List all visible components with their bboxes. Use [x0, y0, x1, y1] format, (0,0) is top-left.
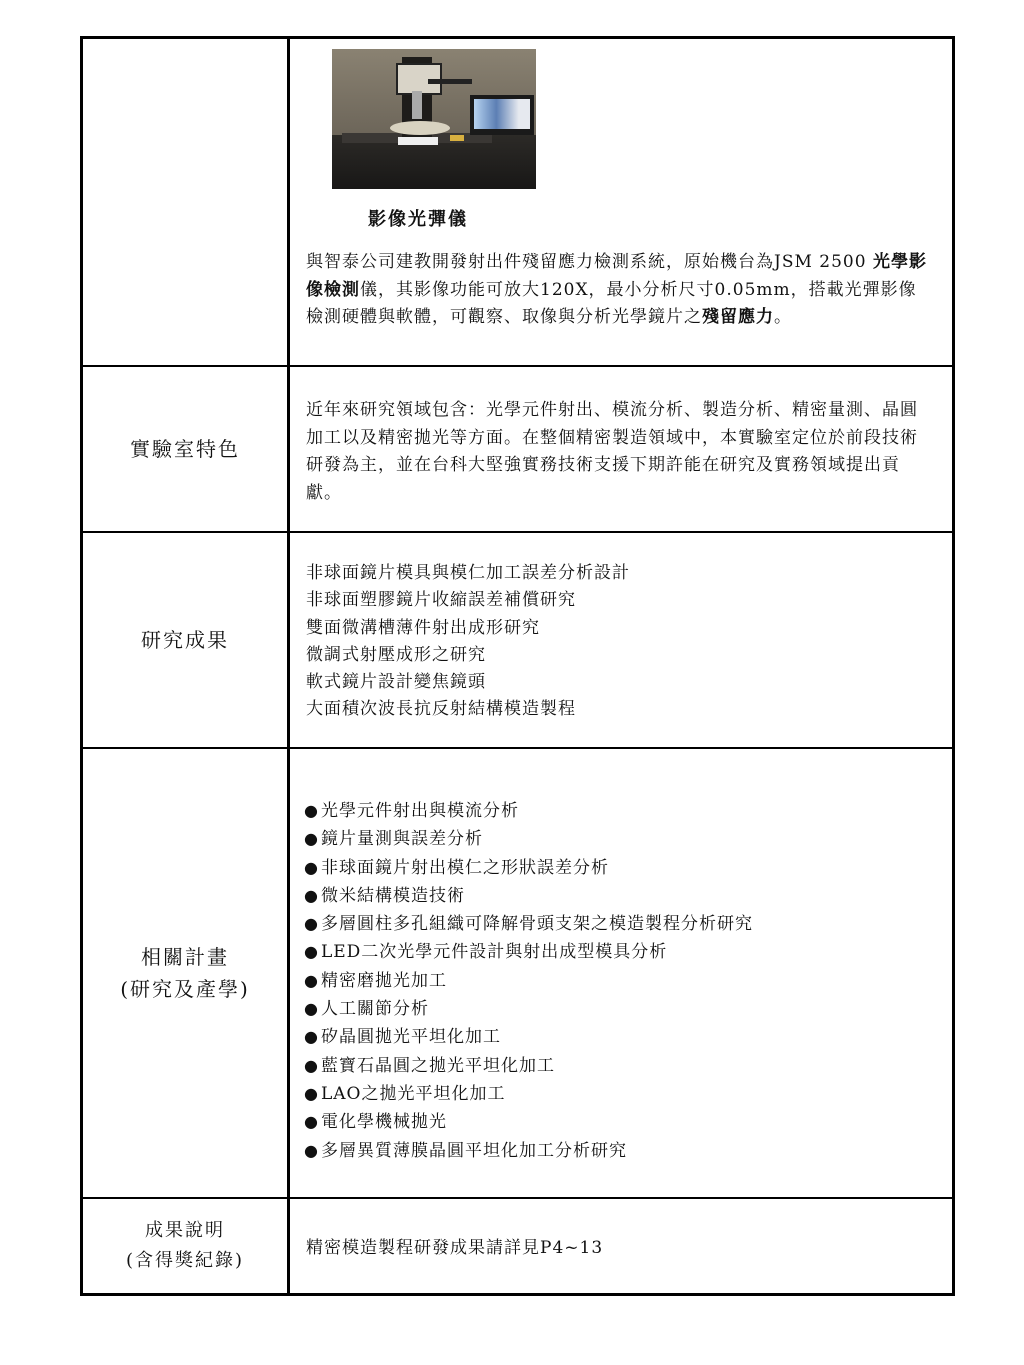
lab-features-label: 實驗室特色 — [83, 367, 290, 531]
list-item: ● 電化學機械拋光 — [304, 1108, 934, 1136]
lab-features-cell — [290, 367, 952, 531]
equipment-caption: 影像光彈儀 — [368, 209, 468, 230]
list-item: 非球面鏡片模具與模仁加工誤差分析設計 — [306, 563, 630, 583]
research-results-list — [306, 560, 934, 724]
list-item: ● 光學元件射出與模流分析 — [304, 797, 934, 825]
related-projects-label-line1: 相關計畫 — [140, 945, 229, 969]
list-item: ● 人工關節分析 — [304, 995, 934, 1023]
list-item: ● 鏡片量測與誤差分析 — [304, 825, 934, 853]
list-item: 雙面微溝槽薄件射出成形研究 — [306, 617, 540, 638]
achievements-text: 精密模造製程研發成果請詳見P4~13 — [306, 1238, 604, 1258]
lab-features-text: 近年來研究領域包含：光學元件射出、模流分析、製造分析、精密量測、晶圓加工以及精密拋光等方面。在整個精密製造領域中，本實驗室定位於前段技術研發為主，並在台科大堅強實務技術支援下期許能在研究及實務領域提出貢獻。 — [306, 400, 918, 503]
list-item: 軟式鏡片設計變焦鏡頭 — [306, 672, 486, 693]
related-projects-cell — [290, 749, 952, 1197]
equipment-description: 與智泰公司建教開發射出件殘留應力檢測系統，原始機台為JSM 2500 光學影像檢測儀，其影像功能可放大120X，最小分析尺寸0.05mm，搭載光彈影像檢測硬體與軟體，可觀察、取像與分析光學鏡片之殘留應力。 — [306, 252, 927, 327]
list-item: ● 多層圓柱多孔組織可降解骨頭支架之模造製程分析研究 — [304, 910, 934, 938]
related-projects-label — [83, 749, 290, 1197]
related-projects-row — [83, 749, 952, 1199]
research-results-cell — [290, 533, 952, 747]
list-item: 大面積次波長抗反射結構模造製程 — [306, 699, 576, 720]
achievements-label-line2: (含得獎紀錄) — [125, 1250, 245, 1271]
research-results-row — [83, 533, 952, 749]
list-item: ● 多層異質薄膜晶圓平坦化加工分析研究 — [304, 1137, 934, 1165]
info-table — [80, 36, 955, 1296]
list-item: ● LAO之拋光平坦化加工 — [304, 1080, 934, 1108]
lab-features-row — [83, 367, 952, 533]
equipment-label-cell — [83, 39, 290, 365]
list-item: ● 精密磨拋光加工 — [304, 967, 934, 995]
list-item: ● LED二次光學元件設計與射出成型模具分析 — [304, 938, 934, 966]
list-item: ● 矽晶圓拋光平坦化加工 — [304, 1023, 934, 1051]
list-item: ● 微米結構模造技術 — [304, 882, 934, 910]
achievements-label-line1: 成果說明 — [144, 1220, 225, 1241]
related-projects-list — [304, 797, 934, 1165]
related-projects-label-line2: (研究及產學) — [120, 977, 250, 1001]
research-results-label: 研究成果 — [83, 533, 290, 747]
achievements-cell — [290, 1199, 952, 1293]
list-item: 非球面塑膠鏡片收縮誤差補償研究 — [306, 590, 576, 611]
list-item: ● 藍寶石晶圓之拋光平坦化加工 — [304, 1052, 934, 1080]
list-item: 微調式射壓成形之研究 — [306, 644, 486, 665]
equipment-content-cell — [290, 39, 952, 365]
achievements-row — [83, 1199, 952, 1293]
achievements-label — [83, 1199, 290, 1293]
list-item: ● 非球面鏡片射出模仁之形狀誤差分析 — [304, 854, 934, 882]
equipment-photo — [332, 49, 536, 189]
equipment-row — [83, 39, 952, 367]
